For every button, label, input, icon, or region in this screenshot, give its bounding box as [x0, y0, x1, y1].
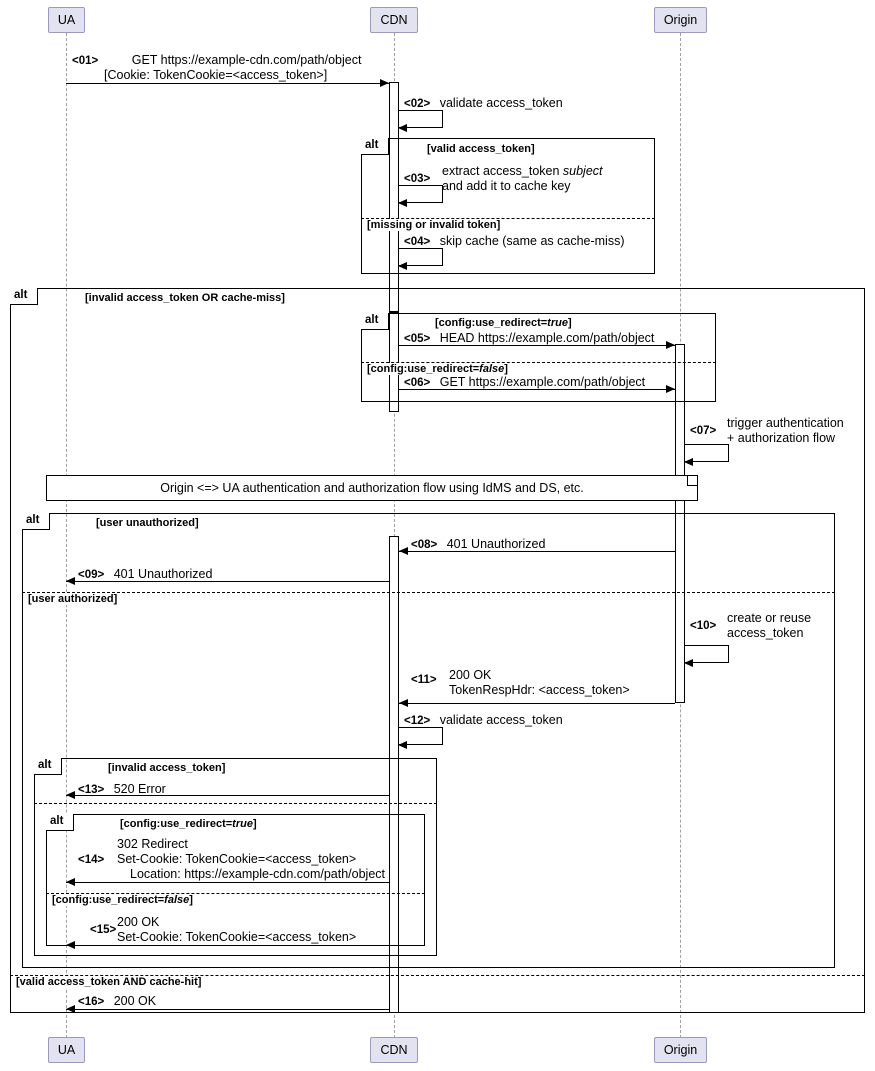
msg-15-line2: Set-Cookie: TokenCookie=<access_token> — [117, 930, 357, 944]
msg-07-line2-wrap — [727, 431, 835, 445]
frame-alt-token-validity-operator: alt — [361, 138, 389, 155]
msg-03-self — [399, 185, 443, 203]
msg-10-seq: <10> — [690, 620, 717, 632]
msg-03-seq: <03> — [404, 173, 431, 185]
msg-01-line — [66, 83, 389, 84]
note-auth-flow — [46, 475, 698, 501]
msg-13-line1: 520 Error — [113, 782, 166, 796]
msg-03-line2-wrap — [442, 179, 571, 193]
msg-14-text — [78, 852, 104, 867]
msg-12-self — [399, 727, 443, 745]
msg-14-line1-wrap — [117, 837, 188, 851]
note-fold-corner — [687, 476, 697, 486]
msg-16-text — [78, 994, 156, 1009]
participant-cdn-top[interactable]: CDN — [370, 7, 418, 33]
msg-08-arrowhead — [399, 547, 408, 555]
msg-07-seq: <07> — [690, 425, 717, 437]
msg-11-arrowhead — [399, 699, 408, 707]
frame-alt-user-authorization-cond-1: [user unauthorized] — [93, 517, 202, 529]
msg-02-text — [404, 96, 563, 111]
msg-03-line1-wrap — [442, 164, 603, 178]
msg-08-text — [411, 537, 545, 552]
participant-ua-bottom[interactable]: UA — [48, 1037, 85, 1063]
msg-05-line1: HEAD https://example.com/path/object — [439, 331, 655, 345]
participant-ua-top[interactable]: UA — [48, 7, 85, 33]
msg-06-arrowhead — [666, 385, 675, 393]
frame-alt-use-redirect-response-cond-2: [config:use_redirect=false] — [49, 894, 196, 906]
msg-06-seq: <06> — [404, 377, 431, 389]
msg-01-text — [72, 53, 361, 68]
msg-14-line1: 302 Redirect — [117, 837, 188, 851]
msg-15-line — [66, 945, 389, 946]
msg-13-arrowhead — [66, 791, 75, 799]
msg-15-line1: 200 OK — [117, 915, 160, 929]
msg-15-arrowhead — [66, 941, 75, 949]
msg-12-text — [404, 713, 563, 728]
msg-03-line2: and add it to cache key — [442, 179, 571, 193]
msg-05-arrowhead — [666, 341, 675, 349]
participant-origin-top[interactable]: Origin — [654, 7, 707, 33]
frame-alt-token-validity-cond-2: [missing or invalid token] — [364, 219, 503, 231]
msg-07-line2: + authorization flow — [727, 431, 836, 445]
msg-02-seq: <02> — [404, 98, 431, 110]
msg-07-line1: trigger authentication — [727, 416, 844, 430]
msg-02-self — [399, 110, 443, 128]
msg-11-seq: <11> — [411, 674, 437, 686]
msg-13-text — [78, 782, 166, 797]
msg-09-line1: 401 Unauthorized — [113, 567, 213, 581]
msg-01-line1: GET https://example-cdn.com/path/object — [131, 53, 362, 67]
frame-alt-use-redirect-origin-cond-1: [config:use_redirect=true] — [432, 317, 575, 329]
msg-11-line1: 200 OK — [449, 668, 492, 682]
frame-alt-user-authorization-divider — [22, 592, 835, 593]
note-auth-flow-text: Origin <=> UA authentication and authorization flow using IdMS and DS, etc. — [160, 481, 584, 495]
msg-03-text — [404, 171, 430, 186]
msg-11-line2-wrap — [449, 683, 630, 697]
msg-04-seq: <04> — [404, 236, 431, 248]
msg-15-line1-wrap — [117, 915, 159, 929]
msg-14-line3: Location: https://example-cdn.com/path/object — [130, 867, 386, 881]
frame-alt-user-authorization-operator: alt — [22, 513, 50, 530]
msg-15-seq: <15> — [90, 924, 117, 936]
frame-alt-user-authorization-cond-2: [user authorized] — [25, 593, 120, 605]
msg-14-line3-wrap — [130, 867, 385, 881]
msg-07-self — [685, 444, 729, 462]
msg-06-line1: GET https://example.com/path/object — [439, 375, 646, 389]
frame-alt-invalid-token-inner-divider — [34, 803, 437, 804]
msg-11-line — [399, 703, 675, 704]
participant-origin-bottom[interactable]: Origin — [654, 1037, 707, 1063]
msg-01-arrowhead — [380, 79, 389, 87]
msg-07-text — [690, 423, 716, 438]
msg-16-line1: 200 OK — [113, 994, 157, 1008]
frame-alt-invalid-token-inner-operator: alt — [34, 758, 62, 775]
msg-05-text — [404, 331, 654, 346]
msg-03-line1: extract access_token subject — [442, 164, 603, 178]
participant-cdn-bottom[interactable]: CDN — [370, 1037, 418, 1063]
msg-10-line2: access_token — [727, 626, 804, 640]
frame-alt-invalid-or-miss-cond-2: [valid access_token AND cache-hit] — [13, 976, 204, 988]
msg-16-seq: <16> — [78, 996, 105, 1008]
msg-16-line — [66, 1009, 389, 1010]
msg-05-seq: <05> — [404, 333, 431, 345]
msg-01-seq: <01> — [72, 55, 99, 67]
msg-16-arrowhead — [66, 1005, 75, 1013]
msg-08-seq: <08> — [411, 539, 438, 551]
msg-07-line1-wrap — [727, 416, 844, 430]
msg-04-text — [404, 234, 625, 249]
msg-15-line2-wrap — [117, 930, 356, 944]
msg-15-text — [90, 922, 116, 937]
msg-06-text — [404, 375, 645, 390]
frame-alt-use-redirect-origin-operator: alt — [361, 313, 389, 330]
msg-10-line1: create or reuse — [727, 611, 812, 625]
msg-09-text — [78, 567, 212, 582]
msg-12-line1: validate access_token — [439, 713, 563, 727]
msg-14-line2-wrap — [117, 852, 356, 866]
msg-11-text — [411, 672, 437, 687]
frame-alt-invalid-token-inner-cond-1: [invalid access_token] — [105, 762, 228, 774]
frame-alt-use-redirect-response-operator: alt — [46, 814, 74, 831]
msg-13-seq: <13> — [78, 784, 105, 796]
msg-09-arrowhead — [66, 577, 75, 585]
msg-14-arrowhead — [66, 878, 75, 886]
msg-10-self — [685, 645, 729, 663]
msg-02-line1: validate access_token — [439, 96, 563, 110]
msg-01-line2: [Cookie: TokenCookie=<access_token>] — [104, 68, 328, 82]
frame-alt-invalid-or-miss-cond-1: [invalid access_token OR cache-miss] — [82, 292, 288, 304]
msg-08-line1: 401 Unauthorized — [446, 537, 546, 551]
msg-11-line1-wrap — [449, 668, 491, 682]
frame-alt-use-redirect-response-cond-1: [config:use_redirect=true] — [117, 818, 260, 830]
msg-10-line1-wrap — [727, 611, 811, 625]
msg-09-seq: <09> — [78, 569, 105, 581]
msg-01-line2-wrap — [104, 68, 327, 82]
msg-12-seq: <12> — [404, 715, 431, 727]
msg-14-line — [66, 882, 389, 883]
frame-alt-use-redirect-origin-cond-2: [config:use_redirect=false] — [364, 363, 511, 375]
msg-14-seq: <14> — [78, 854, 105, 866]
msg-11-line2: TokenRespHdr: <access_token> — [449, 683, 630, 697]
msg-04-self — [399, 248, 443, 266]
msg-10-text — [690, 618, 716, 633]
msg-14-line2: Set-Cookie: TokenCookie=<access_token> — [117, 852, 357, 866]
msg-04-line1: skip cache (same as cache-miss) — [439, 234, 625, 248]
msg-10-line2-wrap — [727, 626, 803, 640]
frame-alt-invalid-or-miss-operator: alt — [10, 288, 38, 305]
frame-alt-token-validity-cond-1: [valid access_token] — [424, 143, 538, 155]
